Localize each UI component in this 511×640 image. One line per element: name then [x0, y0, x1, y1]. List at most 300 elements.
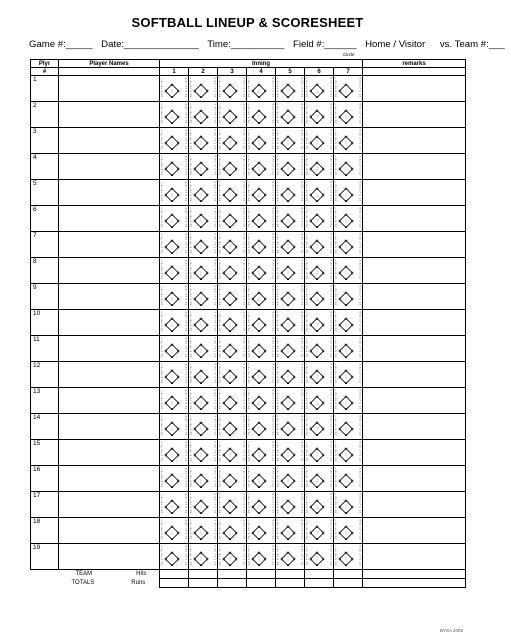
remarks-cell[interactable]	[363, 310, 466, 336]
scoring-mark: H	[306, 223, 308, 226]
left-scoring-marks	[161, 338, 163, 359]
scoring-mark: S	[359, 88, 361, 91]
inning-score-cell[interactable]	[218, 102, 247, 128]
scoring-mark: B	[161, 397, 163, 400]
scoring-mark: S	[301, 322, 303, 325]
scoring-mark: B	[301, 522, 303, 525]
player-name-cell[interactable]	[59, 544, 160, 570]
inning-score-cell[interactable]	[334, 518, 363, 544]
inning-hits-cell[interactable]	[160, 570, 189, 579]
inning-score-cell[interactable]	[276, 128, 305, 154]
inning-score-cell[interactable]	[276, 466, 305, 492]
base-diamond-icon	[223, 500, 237, 514]
scoring-mark: R	[248, 304, 250, 307]
scoring-mark: B	[161, 220, 163, 223]
inning-score-cell[interactable]	[334, 102, 363, 128]
inning-score-cell[interactable]	[276, 440, 305, 466]
time-field[interactable]: Time:__________	[207, 39, 285, 50]
inning-score-cell[interactable]	[305, 466, 334, 492]
scoring-mark: B	[330, 338, 332, 340]
inning-score-cell[interactable]	[247, 310, 276, 336]
inning-score-cell[interactable]	[305, 518, 334, 544]
scoring-mark: F	[301, 525, 303, 528]
scoring-mark: B	[335, 189, 337, 192]
player-name-cell[interactable]	[59, 180, 160, 206]
inning-score-cell[interactable]	[305, 76, 334, 102]
player-name-cell[interactable]	[59, 414, 160, 440]
home-visitor-choice[interactable]: Home / Visitor	[365, 39, 426, 50]
player-name-cell[interactable]	[59, 102, 160, 128]
inning-score-cell[interactable]	[218, 258, 247, 284]
inning-score-cell[interactable]	[247, 180, 276, 206]
inning-score-cell[interactable]	[276, 154, 305, 180]
remarks-cell[interactable]	[363, 76, 466, 102]
scoring-mark: B	[277, 475, 279, 478]
scoring-mark: 1	[335, 468, 337, 470]
inning-score-cell[interactable]	[305, 128, 334, 154]
player-name-cell[interactable]	[59, 206, 160, 232]
inning-score-cell[interactable]	[305, 388, 334, 414]
remarks-cell[interactable]	[363, 544, 466, 570]
inning-runs-cell[interactable]	[189, 579, 218, 588]
inning-score-cell[interactable]	[305, 258, 334, 284]
remarks-cell[interactable]	[363, 414, 466, 440]
player-name-cell[interactable]	[59, 336, 160, 362]
scoring-mark: 3	[248, 374, 250, 377]
remarks-cell[interactable]	[363, 362, 466, 388]
inning-score-cell[interactable]	[334, 76, 363, 102]
player-name-cell[interactable]	[59, 362, 160, 388]
scoring-mark: E	[301, 174, 303, 177]
inning-score-cell[interactable]	[218, 76, 247, 102]
inning-score-cell[interactable]	[305, 102, 334, 128]
scoring-mark: B	[219, 132, 221, 135]
player-name-cell[interactable]	[59, 440, 160, 466]
scoring-mark: B	[335, 444, 337, 447]
inning-runs-cell[interactable]	[218, 579, 247, 588]
scoring-mark: R	[190, 226, 192, 229]
player-name-cell[interactable]	[59, 388, 160, 414]
inning-score-cell[interactable]	[276, 180, 305, 206]
inning-score-cell[interactable]	[218, 232, 247, 258]
scoring-mark: E	[214, 200, 216, 203]
inning-score-cell[interactable]	[305, 180, 334, 206]
inning-score-cell[interactable]	[276, 206, 305, 232]
inning-score-cell[interactable]	[276, 492, 305, 518]
remarks-cell[interactable]	[363, 102, 466, 128]
inning-score-cell[interactable]	[276, 362, 305, 388]
inning-score-cell[interactable]	[189, 232, 218, 258]
inning-score-cell[interactable]	[218, 154, 247, 180]
inning-score-cell[interactable]	[276, 232, 305, 258]
inning-score-cell[interactable]	[189, 440, 218, 466]
inning-score-cell[interactable]	[218, 336, 247, 362]
scoring-mark: 3	[277, 452, 279, 455]
inning-score-cell[interactable]	[218, 492, 247, 518]
inning-score-cell[interactable]	[334, 544, 363, 570]
inning-score-cell[interactable]	[247, 258, 276, 284]
player-number: 1	[31, 76, 59, 102]
inning-score-cell[interactable]	[305, 414, 334, 440]
inning-score-cell[interactable]	[247, 128, 276, 154]
scoring-mark: S	[330, 426, 332, 429]
left-scoring-marks	[277, 494, 279, 515]
inning-score-cell[interactable]	[247, 414, 276, 440]
player-name-cell[interactable]	[59, 258, 160, 284]
inning-score-cell[interactable]	[160, 414, 189, 440]
inning-score-cell[interactable]	[247, 232, 276, 258]
inning-score-cell[interactable]	[276, 414, 305, 440]
base-diamond-icon	[223, 110, 237, 124]
inning-score-cell[interactable]	[189, 284, 218, 310]
scoring-mark: E	[272, 226, 274, 229]
player-name-cell[interactable]	[59, 284, 160, 310]
inning-score-cell[interactable]	[160, 466, 189, 492]
inning-score-cell[interactable]	[247, 284, 276, 310]
remarks-cell[interactable]	[363, 440, 466, 466]
inning-score-cell[interactable]	[218, 440, 247, 466]
scoring-mark: 2	[248, 473, 250, 476]
inning-score-cell[interactable]	[247, 492, 276, 518]
inning-score-cell[interactable]	[160, 336, 189, 362]
inning-score-cell[interactable]	[247, 518, 276, 544]
total-hits-cell[interactable]	[363, 570, 466, 579]
scoring-mark: S	[272, 426, 274, 429]
scoring-mark: E	[214, 148, 216, 151]
inning-score-cell[interactable]	[305, 284, 334, 310]
scoring-mark: K	[272, 532, 274, 535]
inning-score-cell[interactable]	[276, 310, 305, 336]
base-diamond-icon	[223, 136, 237, 150]
opponent-team-field[interactable]: vs. Team #:___	[439, 39, 505, 50]
remarks-cell[interactable]	[363, 518, 466, 544]
player-name-cell[interactable]	[59, 76, 160, 102]
scoring-mark: B	[248, 194, 250, 197]
scoring-mark: B	[219, 288, 221, 291]
left-scoring-marks	[277, 312, 279, 333]
inning-score-cell[interactable]	[305, 492, 334, 518]
inning-score-cell[interactable]	[334, 180, 363, 206]
scoring-mark: R	[335, 96, 337, 99]
base-diamond-icon	[223, 292, 237, 306]
player-name-cell[interactable]	[59, 492, 160, 518]
remarks-cell[interactable]	[363, 336, 466, 362]
scoring-mark: E	[185, 304, 187, 307]
player-number: 2	[31, 102, 59, 128]
inning-score-cell[interactable]	[160, 388, 189, 414]
scoring-mark: E	[214, 278, 216, 281]
inning-score-cell[interactable]	[189, 102, 218, 128]
left-scoring-marks	[190, 234, 192, 255]
left-scoring-marks	[277, 208, 279, 229]
inning-hits-cell[interactable]	[305, 570, 334, 579]
remarks-cell[interactable]	[363, 388, 466, 414]
inning-score-cell[interactable]	[334, 258, 363, 284]
scoring-mark: B	[248, 288, 250, 291]
scoring-mark: E	[272, 564, 274, 567]
remarks-cell[interactable]	[363, 206, 466, 232]
player-name-cell[interactable]	[59, 518, 160, 544]
inning-score-cell[interactable]	[218, 466, 247, 492]
scoring-mark: E	[301, 564, 303, 567]
inning-score-cell[interactable]	[276, 76, 305, 102]
scoring-mark: R	[161, 486, 163, 489]
inning-score-cell[interactable]	[334, 128, 363, 154]
game-number-field[interactable]: Game #:_____	[29, 39, 93, 50]
scoring-mark: K	[359, 376, 361, 379]
inning-score-cell[interactable]	[276, 336, 305, 362]
inning-score-cell[interactable]	[189, 258, 218, 284]
scoring-mark: B	[277, 548, 279, 551]
inning-score-cell[interactable]	[247, 206, 276, 232]
scoring-mark: B	[330, 418, 332, 421]
scoring-mark: C	[330, 85, 332, 88]
scoring-mark: R	[306, 330, 308, 333]
left-scoring-marks	[248, 442, 250, 463]
scoring-mark: C	[301, 423, 303, 426]
inning-score-cell[interactable]	[247, 440, 276, 466]
remarks-cell[interactable]	[363, 154, 466, 180]
scoring-mark: B	[248, 80, 250, 83]
date-field[interactable]: Date:______________	[101, 39, 199, 50]
inning-score-cell[interactable]	[334, 154, 363, 180]
scoring-mark: K	[330, 220, 332, 223]
inning-score-cell[interactable]	[160, 440, 189, 466]
inning-score-cell[interactable]	[218, 414, 247, 440]
remarks-cell[interactable]	[363, 258, 466, 284]
inning-runs-cell[interactable]	[305, 579, 334, 588]
scoring-mark: O	[330, 379, 332, 382]
inning-score-cell[interactable]	[218, 310, 247, 336]
left-scoring-marks	[277, 442, 279, 463]
scoring-mark: K	[359, 194, 361, 197]
inning-score-cell[interactable]	[189, 128, 218, 154]
scoring-mark: O	[301, 93, 303, 96]
inning-score-cell[interactable]	[160, 128, 189, 154]
scoring-mark: S	[301, 244, 303, 247]
player-name-cell[interactable]	[59, 310, 160, 336]
inning-score-cell[interactable]	[189, 362, 218, 388]
right-scoring-marks	[272, 338, 274, 359]
inning-hits-cell[interactable]	[218, 570, 247, 579]
inning-score-cell[interactable]	[160, 284, 189, 310]
scoring-mark: E	[301, 304, 303, 307]
inning-score-cell[interactable]	[334, 206, 363, 232]
player-name-cell[interactable]	[59, 128, 160, 154]
inning-score-cell[interactable]	[247, 76, 276, 102]
inning-score-cell[interactable]	[218, 206, 247, 232]
scoring-mark: 3	[219, 374, 221, 377]
inning-score-cell[interactable]	[218, 284, 247, 310]
inning-score-cell[interactable]	[276, 102, 305, 128]
scoring-mark: H	[248, 457, 250, 460]
scoring-mark: 2	[335, 421, 337, 424]
scoring-mark: O	[301, 275, 303, 278]
scoring-mark: B	[243, 184, 245, 187]
scoring-mark: 3	[248, 270, 250, 273]
inning-score-cell[interactable]	[305, 440, 334, 466]
inning-score-cell[interactable]	[276, 258, 305, 284]
scoring-mark: K	[214, 246, 216, 249]
scoring-mark: B	[219, 470, 221, 473]
inning-score-cell[interactable]	[247, 362, 276, 388]
scoring-mark: R	[248, 148, 250, 151]
field-number-field[interactable]: Field #:______	[292, 39, 357, 50]
inning-score-cell[interactable]	[160, 362, 189, 388]
inning-score-cell[interactable]	[334, 466, 363, 492]
inning-score-cell[interactable]	[334, 388, 363, 414]
scoring-mark: O	[272, 509, 274, 512]
scoring-mark: 3	[219, 270, 221, 273]
inning-score-cell[interactable]	[189, 388, 218, 414]
inning-score-cell[interactable]	[160, 492, 189, 518]
scoring-mark: 3	[306, 452, 308, 455]
scoring-mark: E	[272, 278, 274, 281]
inning-score-cell[interactable]	[334, 492, 363, 518]
inning-runs-cell[interactable]	[160, 579, 189, 588]
inning-score-cell[interactable]	[247, 388, 276, 414]
inning-score-cell[interactable]	[247, 466, 276, 492]
base-diamond-icon	[281, 344, 295, 358]
scoring-mark: H	[219, 535, 221, 538]
inning-score-cell[interactable]	[334, 232, 363, 258]
base-diamond-icon	[223, 370, 237, 384]
scoring-mark: 2	[306, 395, 308, 398]
inning-score-cell[interactable]	[334, 336, 363, 362]
inning-score-cell[interactable]	[218, 388, 247, 414]
scoring-mark: R	[277, 330, 279, 333]
player-number: 5	[31, 180, 59, 206]
scoring-mark: O	[330, 145, 332, 148]
inning-score-cell[interactable]	[160, 76, 189, 102]
inning-score-cell[interactable]	[334, 284, 363, 310]
inning-runs-cell[interactable]	[276, 579, 305, 588]
inning-score-cell[interactable]	[160, 102, 189, 128]
player-name-cell[interactable]	[59, 466, 160, 492]
inning-score-cell[interactable]	[160, 544, 189, 570]
inning-score-cell[interactable]	[189, 466, 218, 492]
inning-score-cell[interactable]	[160, 518, 189, 544]
scoring-mark: K	[301, 298, 303, 301]
remarks-cell[interactable]	[363, 492, 466, 518]
inning-score-cell[interactable]	[189, 76, 218, 102]
inning-score-cell[interactable]	[247, 544, 276, 570]
remarks-cell[interactable]	[363, 232, 466, 258]
inning-score-cell[interactable]	[305, 310, 334, 336]
scoring-mark: 1	[219, 78, 221, 80]
inning-score-cell[interactable]	[189, 414, 218, 440]
inning-score-cell[interactable]	[247, 102, 276, 128]
inning-score-cell[interactable]	[276, 284, 305, 310]
inning-score-cell[interactable]	[305, 362, 334, 388]
inning-score-cell[interactable]	[189, 206, 218, 232]
inning-score-cell[interactable]	[305, 154, 334, 180]
inning-score-cell[interactable]	[160, 180, 189, 206]
scoring-mark: S	[359, 478, 361, 481]
inning-score-cell[interactable]	[189, 154, 218, 180]
inning-score-cell[interactable]	[334, 310, 363, 336]
inning-score-cell[interactable]	[247, 336, 276, 362]
scoring-mark: B	[161, 449, 163, 452]
inning-score-cell[interactable]	[305, 206, 334, 232]
inning-score-cell[interactable]	[218, 362, 247, 388]
inning-hits-cell[interactable]	[276, 570, 305, 579]
inning-score-cell[interactable]	[189, 310, 218, 336]
inning-score-cell[interactable]	[334, 362, 363, 388]
scoring-mark: C	[272, 527, 274, 530]
inning-score-cell[interactable]	[160, 154, 189, 180]
scoring-mark: E	[330, 96, 332, 99]
inning-score-cell[interactable]	[334, 414, 363, 440]
scoring-mark: B	[335, 428, 337, 431]
total-runs-cell[interactable]	[363, 579, 466, 588]
inning-score-cell[interactable]	[189, 518, 218, 544]
left-scoring-marks	[161, 208, 163, 229]
remarks-cell[interactable]	[363, 284, 466, 310]
inning-score-cell[interactable]	[276, 518, 305, 544]
inning-score-cell[interactable]	[189, 544, 218, 570]
scoring-mark: O	[359, 561, 361, 564]
player-name-cell[interactable]	[59, 232, 160, 258]
inning-score-cell[interactable]	[160, 206, 189, 232]
scoring-mark: B	[277, 220, 279, 223]
right-scoring-marks	[185, 208, 187, 229]
left-scoring-marks	[190, 520, 192, 541]
inning-runs-cell[interactable]	[334, 579, 363, 588]
scoring-mark: B	[214, 416, 216, 418]
inning-hits-cell[interactable]	[247, 570, 276, 579]
inning-score-cell[interactable]	[189, 336, 218, 362]
inning-score-cell[interactable]	[305, 544, 334, 570]
inning-runs-cell[interactable]	[247, 579, 276, 588]
scoring-mark: 1	[277, 468, 279, 470]
inning-score-cell[interactable]	[218, 544, 247, 570]
inning-score-cell[interactable]	[160, 232, 189, 258]
inning-score-cell[interactable]	[305, 336, 334, 362]
scoring-mark: S	[214, 244, 216, 247]
scoring-mark: F	[272, 473, 274, 476]
inning-score-cell[interactable]	[334, 440, 363, 466]
remarks-cell[interactable]	[363, 128, 466, 154]
inning-score-cell[interactable]	[218, 180, 247, 206]
inning-score-cell[interactable]	[305, 232, 334, 258]
inning-score-cell[interactable]	[276, 388, 305, 414]
inning-score-cell[interactable]	[160, 310, 189, 336]
inning-score-cell[interactable]	[218, 128, 247, 154]
left-scoring-marks	[161, 468, 163, 489]
inning-hits-cell[interactable]	[334, 570, 363, 579]
inning-score-cell[interactable]	[276, 544, 305, 570]
inning-score-cell[interactable]	[189, 180, 218, 206]
scoring-mark: 3	[190, 244, 192, 247]
right-scoring-marks	[185, 546, 187, 567]
inning-hits-cell[interactable]	[189, 570, 218, 579]
inning-score-cell[interactable]	[189, 492, 218, 518]
inning-score-cell[interactable]	[218, 518, 247, 544]
remarks-subheader	[363, 68, 466, 76]
left-scoring-marks	[306, 364, 308, 385]
scoring-mark: B	[335, 350, 337, 353]
inning-score-cell[interactable]	[160, 258, 189, 284]
player-name-cell[interactable]	[59, 154, 160, 180]
right-scoring-marks	[185, 312, 187, 333]
scoring-mark: 3	[190, 348, 192, 351]
remarks-cell[interactable]	[363, 180, 466, 206]
scoring-mark: B	[272, 78, 274, 80]
scoring-mark: F	[330, 499, 332, 502]
inning-score-cell[interactable]	[247, 154, 276, 180]
remarks-cell[interactable]	[363, 466, 466, 492]
